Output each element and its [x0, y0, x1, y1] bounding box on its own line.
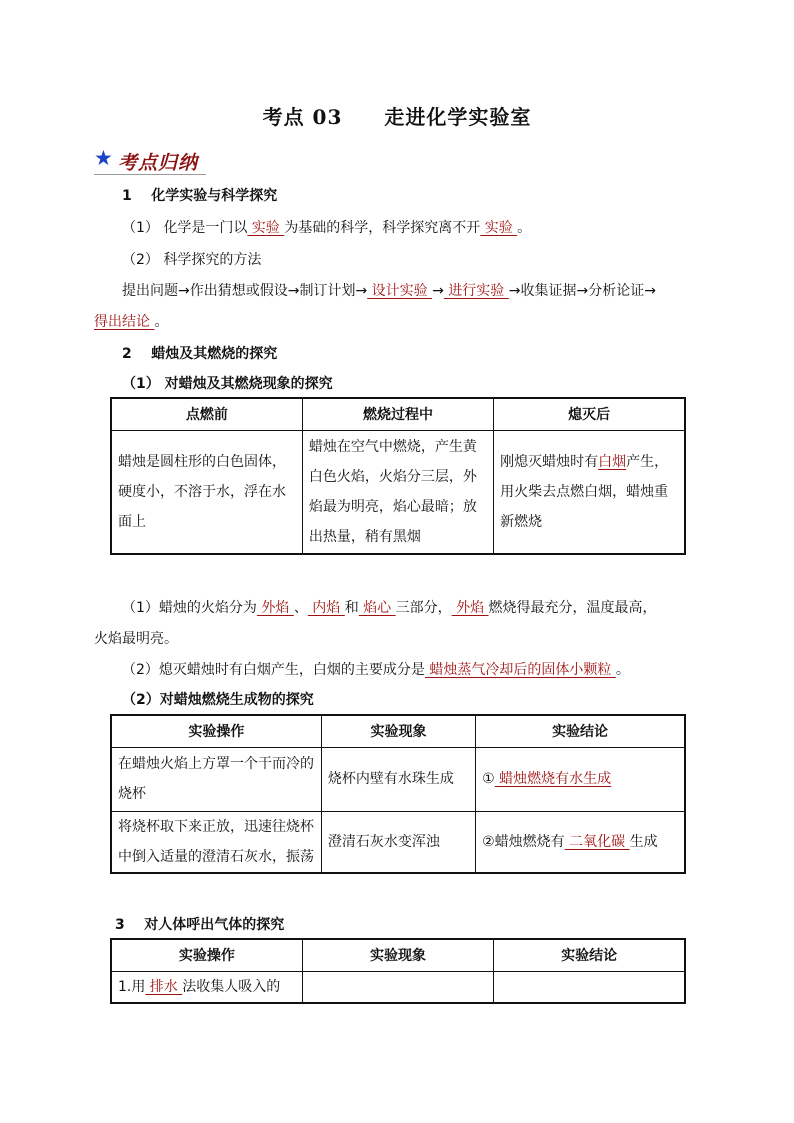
table-header: 实验操作 [111, 715, 321, 747]
table-row [111, 811, 685, 873]
title-code: 考点 03 [262, 105, 343, 129]
answer-blank: 外焰 [256, 600, 294, 616]
table-row [111, 971, 685, 1003]
answer-blank: 得出结论 [94, 314, 155, 330]
table-header: 熄灭后 [494, 398, 685, 430]
table-header: 实验结论 [494, 939, 685, 971]
answer-blank: 蜡烛燃烧有水生成 [494, 771, 612, 787]
star-icon: ★ [94, 146, 113, 170]
table-header: 实验现象 [321, 715, 475, 747]
s2-question-1: （1）蜡烛的火焰分为 外焰 、 内焰 和 焰心 三部分， 外焰 燃烧得最充分，温度最高， [122, 600, 657, 616]
table-header: 实验现象 [302, 939, 493, 971]
answer-blank: 进行实验 [443, 283, 509, 299]
section-2-subheading-2: （2）对蜡烛燃烧生成物的探究 [122, 692, 314, 708]
s1-paragraph-2: （2） 科学探究的方法 [122, 252, 262, 268]
answer-blank: 白烟 [598, 453, 627, 470]
table-header: 点燃前 [111, 398, 302, 430]
answer-blank: 二氧化碳 [564, 833, 630, 850]
table-cell: 蜡烛在空气中燃烧，产生黄白色火焰，火焰分三层，外焰最为明亮，焰心最暗；放出热量，稍有黑烟 [302, 430, 493, 554]
table-cell [494, 971, 685, 1003]
s1-paragraph-4: 得出结论 。 [94, 314, 169, 330]
answer-blank: 设计实验 [367, 283, 433, 299]
answer-blank: 外焰 [451, 600, 489, 616]
table-combustion-products [110, 714, 686, 874]
table-header-row [111, 715, 685, 747]
answer-blank: 焰心 [358, 600, 396, 616]
table-cell: 烧杯内壁有水珠生成 [321, 747, 475, 811]
table-header: 燃烧过程中 [302, 398, 493, 430]
table-cell: 刚熄灭蜡烛时有白烟产生，用火柴去点燃白烟，蜡烛重新燃烧 [494, 430, 685, 554]
title-text: 走进化学实验室 [384, 105, 532, 129]
table-cell: 澄清石灰水变浑浊 [321, 811, 475, 873]
s1-paragraph-1: （1） 化学是一门以 实验 为基础的科学，科学探究离不开 实验 。 [122, 220, 532, 236]
table-row [111, 430, 685, 554]
s2-question-1-continued: 火焰最明亮。 [94, 631, 178, 647]
table-cell [302, 971, 493, 1003]
section-3-heading: 3 对人体呼出气体的探究 [115, 917, 285, 933]
answer-blank: 实验 [247, 220, 285, 236]
table-cell: 1.用 排水 法收集人吸入的 [111, 971, 302, 1003]
table-cell: ① 蜡烛燃烧有水生成 [476, 747, 685, 811]
table-cell: 蜡烛是圆柱形的白色固体，硬度小，不溶于水，浮在水面上 [111, 430, 302, 554]
s2-question-2: （2）熄灭蜡烛时有白烟产生，白烟的主要成分是 蜡烛蒸气冷却后的固体小颗粒 。 [122, 662, 630, 678]
s1-paragraph-3: 提出问题→作出猜想或假设→制订计划→ 设计实验 → 进行实验 →收集证据→分析论证→ [122, 283, 656, 299]
table-cell: 在蜡烛火焰上方罩一个干而冷的烧杯 [111, 747, 321, 811]
table-header-row [111, 939, 685, 971]
table-candle-observation [110, 397, 686, 555]
table-header-row [111, 398, 685, 430]
table-header: 实验结论 [476, 715, 685, 747]
section-banner [94, 146, 206, 175]
section-2-subheading-1: （1） 对蜡烛及其燃烧现象的探究 [122, 376, 333, 392]
table-exhaled-gas [110, 938, 686, 1004]
table-header: 实验操作 [111, 939, 302, 971]
banner-text: 考点归纳 [118, 152, 199, 174]
answer-blank: 蜡烛蒸气冷却后的固体小颗粒 [424, 662, 616, 678]
answer-blank: 实验 [480, 220, 518, 236]
table-row [111, 747, 685, 811]
table-cell: 将烧杯取下来正放，迅速往烧杯中倒入适量的澄清石灰水，振荡 [111, 811, 321, 873]
section-2-heading: 2 蜡烛及其燃烧的探究 [122, 346, 278, 362]
table-cell: ②蜡烛燃烧有 二氧化碳 生成 [476, 811, 685, 873]
section-1-heading: 1 化学实验与科学探究 [122, 188, 278, 204]
answer-blank: 排水 [145, 978, 183, 995]
answer-blank: 内焰 [307, 600, 345, 616]
page-title [0, 101, 794, 130]
